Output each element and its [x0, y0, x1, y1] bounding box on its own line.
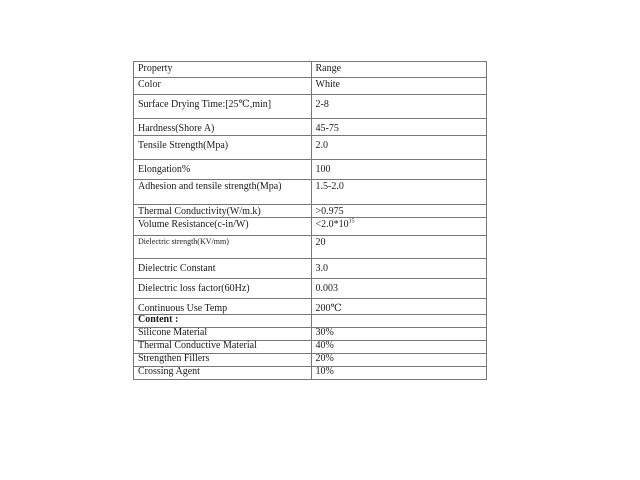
value-cell: 10% [311, 367, 487, 380]
property-cell: Silicone Material [134, 328, 312, 341]
property-cell: Crossing Agent [134, 367, 312, 380]
table-row [134, 119, 487, 136]
table-row [134, 354, 487, 367]
property-cell: Color [134, 78, 312, 95]
table-row [134, 160, 487, 180]
value-cell: 3.0 [311, 259, 487, 279]
property-cell: Continuous Use Temp [134, 299, 312, 315]
header-property: Property [134, 62, 312, 78]
value-cell [311, 218, 487, 236]
value-cell: 1.5-2.0 [311, 180, 487, 205]
value-cell: >0.975 [311, 205, 487, 218]
value-cell: 200℃ [311, 299, 487, 315]
value-cell: 20 [311, 236, 487, 259]
property-cell: Elongation% [134, 160, 312, 180]
value-cell: 100 [311, 160, 487, 180]
property-cell: Dielectric Constant [134, 259, 312, 279]
table-row [134, 328, 487, 341]
table-row [134, 136, 487, 160]
value-cell: 40% [311, 341, 487, 354]
properties-table [133, 61, 487, 380]
table-row [134, 205, 487, 218]
value-cell: 0.003 [311, 279, 487, 299]
table-row [134, 236, 487, 259]
header-range: Range [311, 62, 487, 78]
table-row [134, 299, 487, 315]
content-heading: Content : [134, 315, 312, 328]
table-row [134, 279, 487, 299]
property-cell: Volume Resistance(c-in/W) [134, 218, 312, 236]
value-cell: 20% [311, 354, 487, 367]
property-cell: Hardness(Shore A) [134, 119, 312, 136]
content-heading-row [134, 315, 487, 328]
table-row [134, 218, 487, 236]
value-exponent: 15 [348, 218, 355, 225]
value-cell: 45-75 [311, 119, 487, 136]
table-row [134, 259, 487, 279]
property-cell: Thermal Conductivity(W/m.k) [134, 205, 312, 218]
property-cell: Tensile Strength(Mpa) [134, 136, 312, 160]
property-cell: Dielectric loss factor(60Hz) [134, 279, 312, 299]
property-cell: Adhesion and tensile strength(Mpa) [134, 180, 312, 205]
value-text: <2.0*10 [315, 219, 349, 230]
empty-cell [311, 315, 487, 328]
table-header-row [134, 62, 487, 78]
value-cell: 30% [311, 328, 487, 341]
property-cell: Surface Drying Time:[25℃,min] [134, 95, 312, 119]
table-row [134, 78, 487, 95]
value-cell: 2-8 [311, 95, 487, 119]
table-row [134, 180, 487, 205]
value-cell: White [311, 78, 487, 95]
property-cell: Strengthen Fillers [134, 354, 312, 367]
value-cell: 2.0 [311, 136, 487, 160]
property-cell: Thermal Conductive Material [134, 341, 312, 354]
table-row [134, 341, 487, 354]
property-cell: Dielectric strength(KV/mm) [134, 236, 312, 259]
table-row [134, 95, 487, 119]
table-row [134, 367, 487, 380]
